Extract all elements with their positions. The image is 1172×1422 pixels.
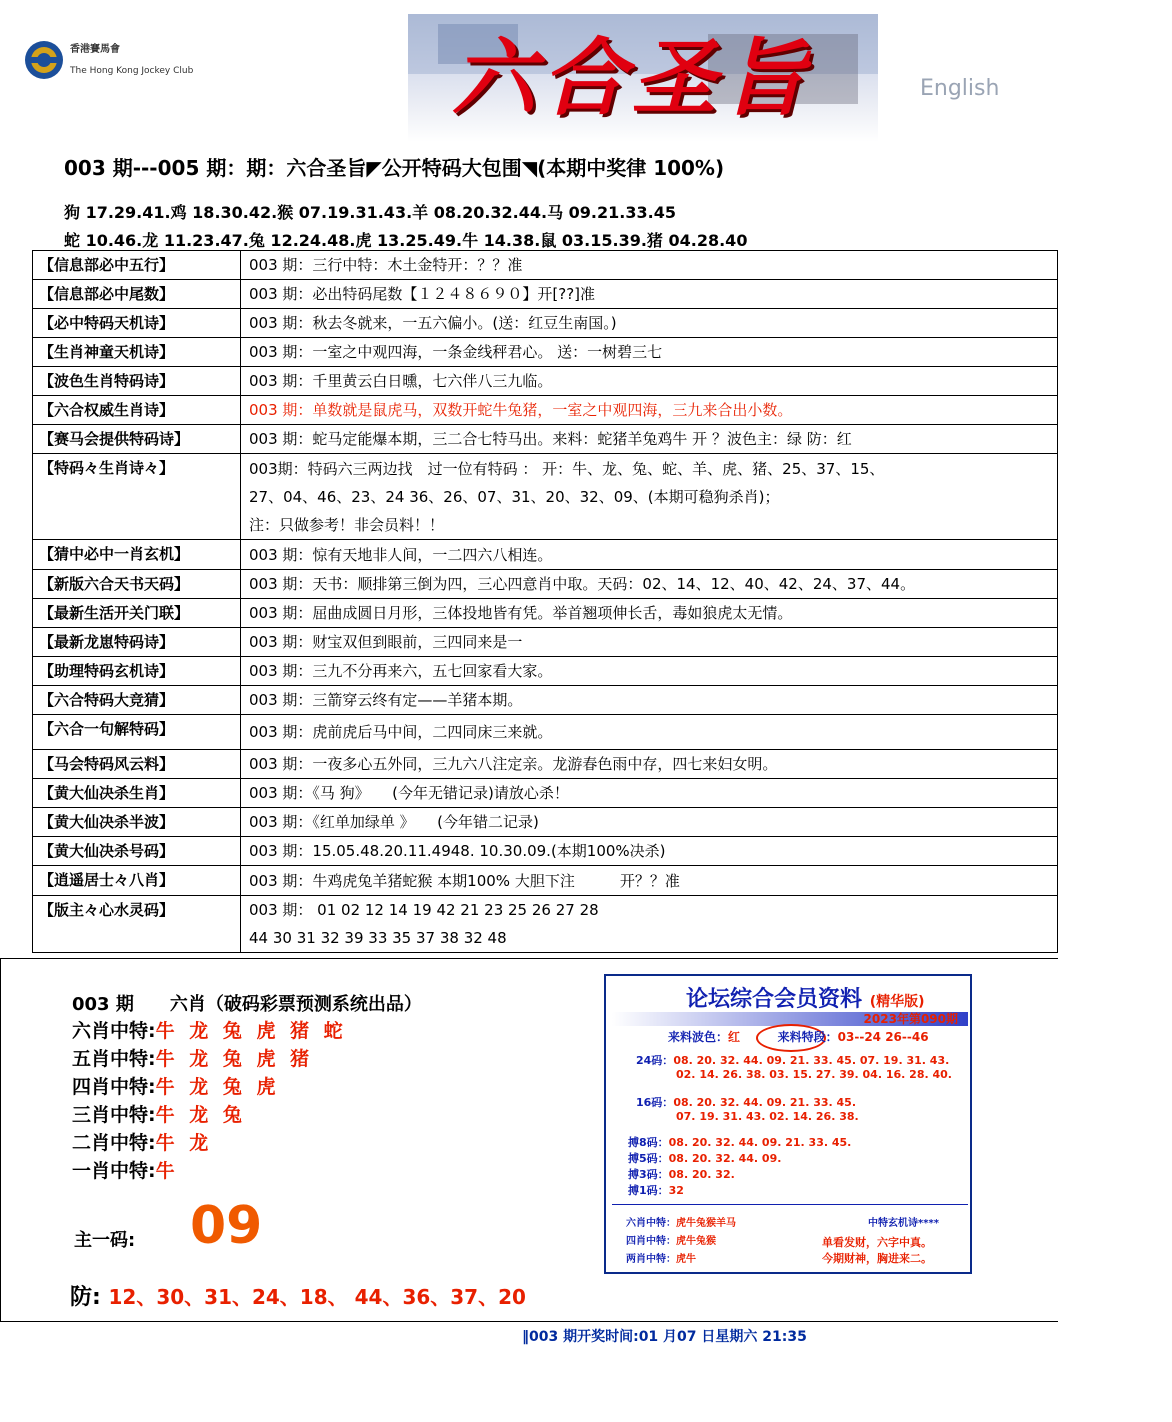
row-content bbox=[241, 251, 1058, 280]
row-content bbox=[241, 750, 1058, 779]
six-zodiac-line bbox=[72, 1128, 212, 1155]
row-content-line: 27、04、46、23、24 36、26、07、31、20、32、09、(本期可稳狗杀肖)； bbox=[249, 487, 780, 506]
six-zodiac-value: 牛 龙 兔 虎 猪 蛇 bbox=[155, 1020, 347, 1042]
row-content bbox=[241, 779, 1058, 808]
row-content-line: 003 期：三行中特：木土金特开：？？准 bbox=[249, 256, 523, 274]
card-16-label: 16码： bbox=[636, 1096, 674, 1109]
table-row bbox=[33, 251, 1058, 280]
member-data-card bbox=[604, 974, 972, 1274]
row-label: 【信息部必中五行】 bbox=[33, 251, 241, 280]
table-row bbox=[33, 280, 1058, 309]
defense-numbers bbox=[70, 1280, 526, 1311]
row-label: 【马会特码风云料】 bbox=[33, 750, 241, 779]
row-content bbox=[241, 570, 1058, 599]
row-content-line: 003 期：秋去冬就来，一五六偏小。(送：红豆生南国。) bbox=[249, 314, 617, 332]
six-zodiac-value: 牛 龙 兔 bbox=[155, 1104, 246, 1126]
row-content bbox=[241, 808, 1058, 837]
six-zodiac-line bbox=[72, 1156, 179, 1183]
row-content bbox=[241, 896, 1058, 953]
row-content bbox=[241, 396, 1058, 425]
main-number-value: 09 bbox=[190, 1196, 263, 1256]
row-content bbox=[241, 715, 1058, 750]
row-content-line: 003 期：必出特码尾数【１２４８６９０】开[??]准 bbox=[249, 285, 596, 303]
table-row bbox=[33, 540, 1058, 570]
main-number-label: 主一码: bbox=[74, 1230, 136, 1251]
card-24-line1: 08. 20. 32. 44. 09. 21. 33. 45. 07. 19. 31. 43. bbox=[673, 1054, 950, 1067]
row-content-line: 003 期：蛇马定能爆本期，三二合七特马出。来料：蛇猪羊兔鸡牛 开 ？波色主：绿 防：红 bbox=[249, 430, 852, 448]
table-row bbox=[33, 396, 1058, 425]
row-content-line: 003 期：15.05.48.20.11.4948. 10.30.09.(本期100%决杀) bbox=[249, 842, 666, 860]
table-row bbox=[33, 715, 1058, 750]
card-b3-label: 搏3码： bbox=[628, 1168, 669, 1181]
defense-values: 12、30、31、24、18、 44、36、37、20 bbox=[108, 1285, 526, 1309]
zodiac-numbers-line-1: 狗 17.29.41.鸡 18.30.42.猴 07.19.31.43.羊 08.20.32.44.马 09.21.33.45 bbox=[64, 203, 676, 222]
row-label: 【黄大仙决杀生肖】 bbox=[33, 779, 241, 808]
table-row bbox=[33, 425, 1058, 454]
row-content-line: 003 期：牛鸡虎兔羊猪蛇猴 本期100% 大胆下注 开？？准 bbox=[249, 871, 680, 890]
six-zodiac-line bbox=[72, 1100, 246, 1127]
six-zodiac-value: 牛 龙 bbox=[155, 1132, 213, 1154]
row-label: 【六合特码大竞猜】 bbox=[33, 686, 241, 715]
six-zodiac-line bbox=[72, 1072, 279, 1099]
row-content bbox=[241, 686, 1058, 715]
row-label: 【黄大仙决杀号码】 bbox=[33, 837, 241, 866]
six-zodiac-label: 四肖中特: bbox=[72, 1076, 156, 1098]
table-row bbox=[33, 686, 1058, 715]
card-six-label: 六肖中特： bbox=[626, 1218, 676, 1229]
row-label: 【赛马会提供特码诗】 bbox=[33, 425, 241, 454]
row-label: 【信息部必中尾数】 bbox=[33, 280, 241, 309]
row-content-line: 003 期：财宝双但到眼前，三四同来是一 bbox=[249, 633, 523, 651]
row-content bbox=[241, 599, 1058, 628]
row-content bbox=[241, 425, 1058, 454]
banner-title: 六合圣旨 bbox=[452, 28, 813, 127]
row-content-line: 003 期：千里黄云白日曛，七六伴八三九临。 bbox=[249, 372, 553, 390]
card-two-value: 虎牛 bbox=[676, 1254, 696, 1265]
six-zodiac-label: 三肖中特: bbox=[72, 1104, 156, 1126]
table-row bbox=[33, 309, 1058, 338]
row-content-line: 003 期：屈曲成圆日月形，三体投地皆有凭。举首翘项伸长舌，毒如狼虎太无情。 bbox=[249, 604, 793, 622]
row-content bbox=[241, 657, 1058, 686]
row-label: 【助理特码玄机诗】 bbox=[33, 657, 241, 686]
card-b1-label: 搏1码： bbox=[628, 1184, 669, 1197]
row-content bbox=[241, 309, 1058, 338]
page-headline: 003 期---005 期：期：六合圣旨◤公开特码大包围◥(本期中奖律 100%) bbox=[64, 156, 725, 180]
six-zodiac-line bbox=[72, 1016, 347, 1043]
row-label: 【黄大仙决杀半波】 bbox=[33, 808, 241, 837]
row-label: 【特码々生肖诗々】 bbox=[33, 454, 241, 540]
row-content-line: 003期：特码六三两边找 过一位有特码 ： 开：牛、龙、兔、蛇、羊、虎、猪、25、37、15、 bbox=[249, 459, 885, 478]
table-row bbox=[33, 454, 1058, 540]
card-24-line2: 02. 14. 26. 38. 03. 15. 27. 39. 04. 16. 28. 40. bbox=[676, 1068, 952, 1081]
card-24-label: 24码： bbox=[636, 1054, 674, 1067]
row-label: 【波色生肖特码诗】 bbox=[33, 367, 241, 396]
row-content bbox=[241, 866, 1058, 896]
card-16-line1: 08. 20. 32. 44. 09. 21. 33. 45. bbox=[673, 1096, 857, 1109]
card-special-value: 03--24 26--46 bbox=[837, 1030, 929, 1044]
zodiac-numbers-line-2: 蛇 10.46.龙 11.23.47.兔 12.24.48.虎 13.25.49.牛 14.38.鼠 03.15.39.猪 04.28.40 bbox=[64, 231, 748, 250]
table-row bbox=[33, 808, 1058, 837]
card-b8-label: 搏8码： bbox=[628, 1136, 669, 1149]
draw-time: ‖003 期开奖时间:01 月07 日星期六 21:35 bbox=[522, 1329, 807, 1345]
row-content-line: 003 期：三九不分再来六，五七回家看大家。 bbox=[249, 662, 553, 680]
row-content-line: 注：只做参考！非会员料！！ bbox=[249, 515, 445, 534]
row-label: 【六合一句解特码】 bbox=[33, 715, 241, 750]
row-content-line: 003 期：惊有天地非人间，一二四六八相连。 bbox=[249, 545, 553, 564]
row-label: 【六合权威生肖诗】 bbox=[33, 396, 241, 425]
row-content bbox=[241, 454, 1058, 540]
six-zodiac-label: 二肖中特: bbox=[72, 1132, 156, 1154]
six-zodiac-label: 六肖中特: bbox=[72, 1020, 156, 1042]
row-content-line: 003 期：一室之中观四海，一条金线秤君心。 送：一树碧三七 bbox=[249, 343, 663, 361]
logo-text-chinese: 香港賽馬會 bbox=[70, 44, 120, 55]
six-zodiac-value: 牛 bbox=[155, 1160, 179, 1182]
table-row bbox=[33, 657, 1058, 686]
six-zodiac-value: 牛 龙 兔 虎 猪 bbox=[155, 1048, 314, 1070]
row-content-line: 003 期： 01 02 12 14 19 42 21 23 25 26 27 28 bbox=[249, 901, 599, 919]
table-row bbox=[33, 866, 1058, 896]
card-special-label: 来料特段： bbox=[777, 1030, 838, 1044]
card-b1-value: 32 bbox=[668, 1184, 684, 1197]
six-zodiac-line bbox=[72, 1044, 313, 1071]
card-source-label: 来料波色： bbox=[668, 1030, 729, 1044]
banner bbox=[408, 14, 878, 142]
row-content bbox=[241, 540, 1058, 570]
row-content bbox=[241, 367, 1058, 396]
card-period: 2023年第090期 bbox=[863, 1012, 958, 1026]
six-zodiac-title: 003 期 六肖（破码彩票预测系统出品） bbox=[72, 994, 422, 1015]
table-row bbox=[33, 628, 1058, 657]
row-label: 【猜中必中一肖玄机】 bbox=[33, 540, 241, 570]
row-content bbox=[241, 280, 1058, 309]
card-two-label: 两肖中特： bbox=[626, 1254, 676, 1265]
row-label: 【版主々心水灵码】 bbox=[33, 896, 241, 953]
card-b5-value: 08. 20. 32. 44. 09. bbox=[668, 1152, 782, 1165]
defense-label: 防: bbox=[70, 1285, 101, 1310]
card-divider bbox=[612, 1204, 968, 1205]
jockey-club-logo-icon bbox=[24, 22, 64, 98]
six-zodiac-value: 牛 龙 兔 虎 bbox=[155, 1076, 280, 1098]
card-four-label: 四肖中特： bbox=[626, 1236, 676, 1247]
card-title-tag: (精华版) bbox=[869, 994, 925, 1010]
row-content-line: 003 期：单数就是鼠虎马，双数开蛇牛兔猪，一室之中观四海，三九来合出小数。 bbox=[249, 401, 793, 419]
table-row bbox=[33, 570, 1058, 599]
row-content-line: 003 期：天书：顺排第三倒为四，三心四意肖中取。天码：02、14、12、40、42、24、37、44。 bbox=[249, 575, 916, 593]
row-content-line: 003 期：一夜多心五外同，三九六八注定亲。龙游春色雨中存，四七来妇女明。 bbox=[249, 755, 778, 773]
table-row bbox=[33, 837, 1058, 866]
row-content-line: 003 期：《马 狗》 (今年无错记录)请放心杀！ bbox=[249, 784, 569, 802]
row-content-line: 003 期：三箭穿云终有定——羊猪本期。 bbox=[249, 691, 523, 709]
table-row bbox=[33, 599, 1058, 628]
card-title bbox=[686, 982, 924, 1013]
card-title-text: 论坛综合会员资料 bbox=[686, 987, 863, 1012]
prediction-table bbox=[32, 250, 1058, 953]
card-source bbox=[668, 1028, 929, 1045]
row-content-line: 44 30 31 32 39 33 35 37 38 32 48 bbox=[249, 929, 507, 947]
row-label: 【新版六合天书天码】 bbox=[33, 570, 241, 599]
six-zodiac-label: 五肖中特: bbox=[72, 1048, 156, 1070]
row-content-line: 003 期：虎前虎后马中间，二四同床三来就。 bbox=[249, 723, 553, 741]
card-poem-line2: 今期财神，胸进来二。 bbox=[822, 1252, 932, 1265]
card-source-value: 红 bbox=[728, 1030, 741, 1044]
card-six-value: 虎牛兔猴羊马 bbox=[676, 1218, 736, 1229]
logo-text-english: The Hong Kong Jockey Club bbox=[70, 66, 194, 76]
table-row bbox=[33, 779, 1058, 808]
table-row bbox=[33, 338, 1058, 367]
english-link[interactable]: English bbox=[920, 76, 1000, 101]
row-label: 【必中特码天机诗】 bbox=[33, 309, 241, 338]
card-b3-value: 08. 20. 32. bbox=[668, 1168, 735, 1181]
table-row bbox=[33, 750, 1058, 779]
row-content bbox=[241, 837, 1058, 866]
card-b8-value: 08. 20. 32. 44. 09. 21. 33. 45. bbox=[668, 1136, 852, 1149]
row-label: 【最新生活开关门联】 bbox=[33, 599, 241, 628]
row-content bbox=[241, 628, 1058, 657]
row-label: 【逍遥居士々八肖】 bbox=[33, 866, 241, 896]
six-zodiac-label: 一肖中特: bbox=[72, 1160, 156, 1182]
row-label: 【最新龙崽特码诗】 bbox=[33, 628, 241, 657]
table-row bbox=[33, 896, 1058, 953]
card-b5-label: 搏5码： bbox=[628, 1152, 669, 1165]
row-content bbox=[241, 338, 1058, 367]
card-poem-line1: 单看发财，六字中真。 bbox=[822, 1236, 932, 1249]
card-poem-label: 中特玄机诗**** bbox=[868, 1218, 939, 1229]
table-row bbox=[33, 367, 1058, 396]
card-four-value: 虎牛兔猴 bbox=[676, 1236, 716, 1247]
row-content-line: 003 期：《红单加绿单 》 (今年错二记录) bbox=[249, 813, 539, 831]
row-label: 【生肖神童天机诗】 bbox=[33, 338, 241, 367]
card-16-line2: 07. 19. 31. 43. 02. 14. 26. 38. bbox=[676, 1110, 859, 1123]
